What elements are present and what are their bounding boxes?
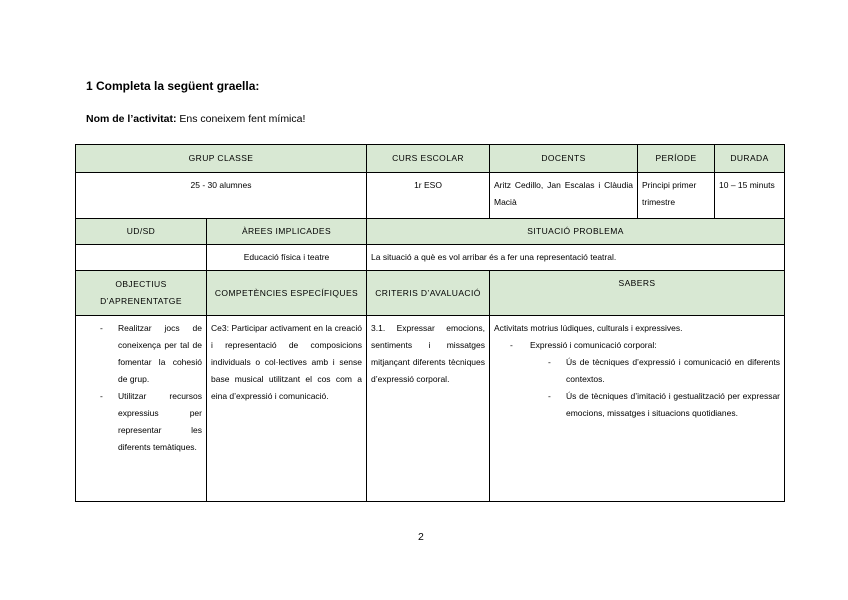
- cell-objectius: [76, 316, 207, 502]
- activity-value: Ens coneixem fent mímica!: [176, 113, 306, 125]
- activity-label: Nom de l’activitat:: [86, 113, 177, 125]
- header-curs-escolar: CURS ESCOLAR: [367, 145, 490, 173]
- cell-periode: Principi primer trimestre: [638, 173, 715, 219]
- sabers-list: [494, 337, 780, 422]
- sabers-item: Expressió i comunicació corporal:: [530, 340, 657, 350]
- list-item: - Ús de tècniques d’expressió i comunicació en diferents contextos.: [530, 354, 780, 388]
- cell-curs-escolar: 1r ESO: [367, 173, 490, 219]
- header-situacio: SITUACIÓ PROBLEMA: [367, 219, 785, 245]
- cell-docents: Aritz Cedillo, Jan Escalas i Clàudia Macià: [490, 173, 638, 219]
- list-item: - Realitzar jocs de coneixença per tal de fomentar la cohesió de grup.: [80, 320, 202, 388]
- cell-grup-classe: 25 - 30 alumnes: [76, 173, 367, 219]
- activity-table: [75, 144, 785, 502]
- header-ud-sd: UD/SD: [76, 219, 207, 245]
- cell-criteris: 3.1. Expressar emocions, sentiments i missatges mitjançant diferents tècniques d’expressió corporal.: [367, 316, 490, 502]
- list-item: - Ús de tècniques d’imitació i gestualització per expressar emocions, missatges i situacions quotidianes.: [530, 388, 780, 422]
- cell-ud-sd: [76, 245, 207, 271]
- header-grup-classe: GRUP CLASSE: [76, 145, 367, 173]
- header-arees: ÀREES IMPLICADES: [207, 219, 367, 245]
- header-objectius: OBJECTIUS D’APRENENTATGE: [76, 271, 207, 316]
- activity-name: [86, 113, 305, 125]
- header-durada: DURADA: [715, 145, 785, 173]
- header-competencies: COMPETÈNCIES ESPECÍFIQUES: [207, 271, 367, 316]
- objectius-list: [80, 320, 202, 456]
- sabers-intro: Activitats motrius lúdiques, culturals i expressives.: [494, 323, 683, 333]
- header-sabers: SABERS: [490, 271, 785, 316]
- header-criteris: CRITERIS D’AVALUACIÓ: [367, 271, 490, 316]
- section-heading: 1 Completa la següent graella:: [86, 79, 260, 93]
- sabers-sublist: [530, 354, 780, 422]
- cell-situacio: La situació a què es vol arribar és a fer una representació teatral.: [367, 245, 785, 271]
- cell-sabers: [490, 316, 785, 502]
- header-periode: PERÍODE: [638, 145, 715, 173]
- cell-competencies: Ce3: Participar activament en la creació i representació de composicions individuals o col·lectives amb i sense base musical utilitzant el cos com a eina d’expressió i comunicació.: [207, 316, 367, 502]
- page-number: 2: [418, 531, 424, 543]
- list-item: [494, 337, 780, 422]
- list-item: - Utilitzar recursos expressius per representar les diferents temàtiques.: [80, 388, 202, 456]
- header-docents: DOCENTS: [490, 145, 638, 173]
- cell-durada: 10 – 15 minuts: [715, 173, 785, 219]
- cell-arees: Educació física i teatre: [207, 245, 367, 271]
